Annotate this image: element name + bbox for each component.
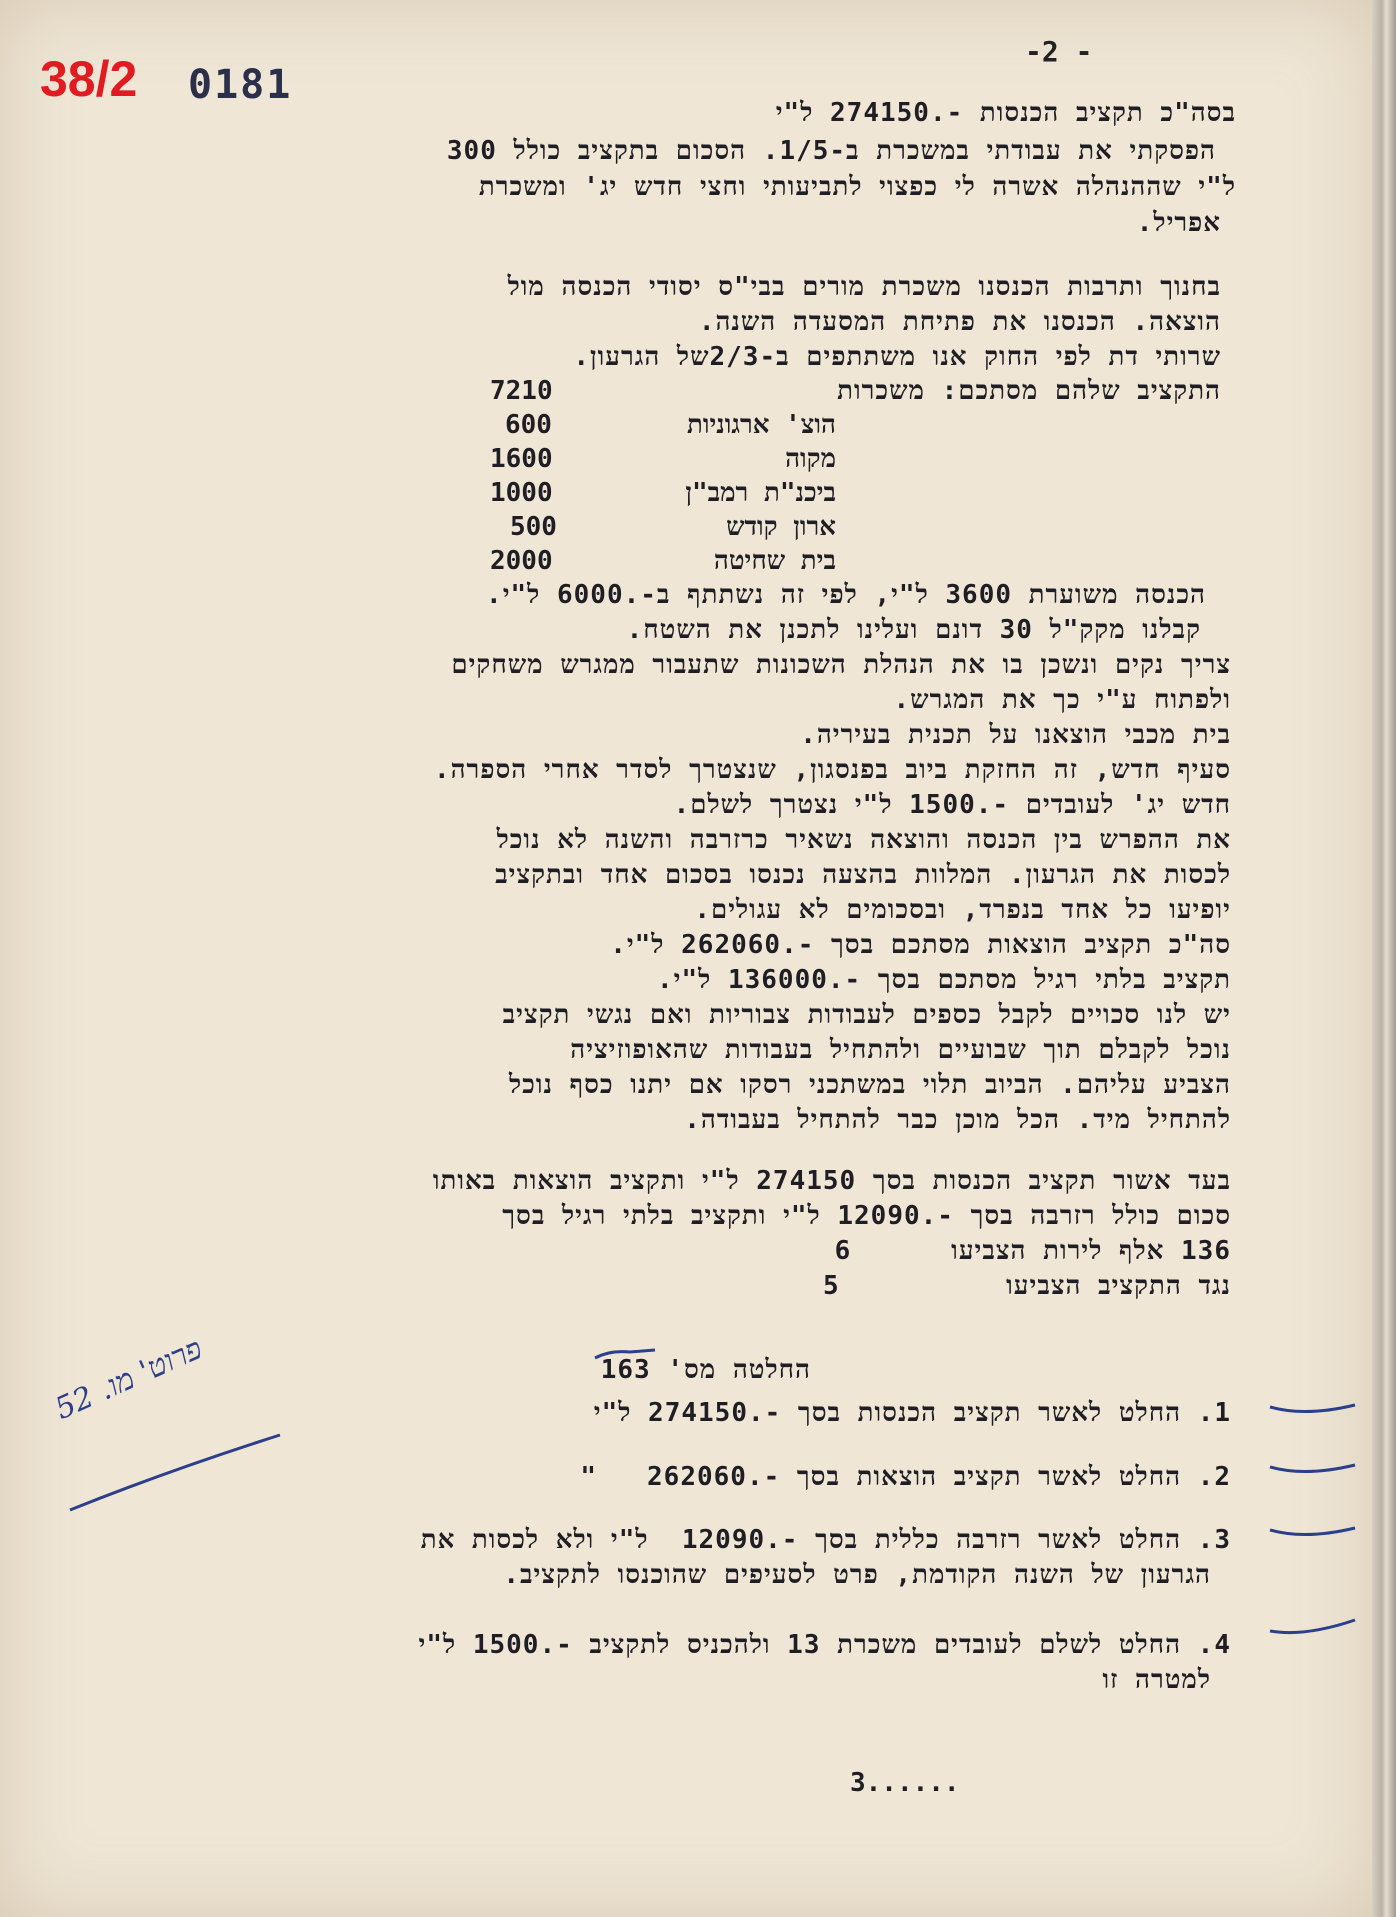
check-mark-icon [1265, 1395, 1360, 1425]
check-mark-icon [1265, 1615, 1360, 1645]
budget-amount: 600 [505, 410, 552, 440]
text-line: הוצאה. הכנסנו את פתיחת המסעדה השנה. [698, 307, 1221, 337]
text-line: צריך נקים ונשכן בו את הנהלת השכונות שתעבור ממגרש משחקים [451, 650, 1231, 680]
vote-line: 136 אלף לירות הצביעו 6 [834, 1236, 1231, 1266]
continuation-marker: 3...... [850, 1768, 960, 1798]
text-line: בית מכבי הוצאנו על תכנית בעיריה. [800, 720, 1231, 750]
stacked-page-edges [1372, 0, 1396, 1917]
resolution-item-continued: למטרה זו [1102, 1665, 1211, 1695]
text-line: להתחיל מיד. הכל מוכן כבר להתחיל בעבודה. [684, 1105, 1231, 1135]
stamp-number: 0181 [188, 62, 293, 108]
vote-line: סכום כולל רזרבה בסך -.12090 ל"י ותקציב בלתי רגיל בסך [502, 1201, 1231, 1231]
text-line: הפסקתי את עבודתי במשכרת ב-1/5. הסכום בתקציב כולל 300 [446, 136, 1216, 166]
resolution-item: 1. החלט לאשר תקציב הכנסות בסך -.274150 ל"י [593, 1398, 1231, 1428]
page-number: -2 - [1025, 35, 1093, 68]
text-line: ולפתוח ע"י כך את המגרש. [893, 685, 1231, 715]
text-line: סעיף חדש, זה החזקת ביוב בפנסגון, שנצטרך לסדר אחרי הספרה. [433, 755, 1231, 785]
text-line: סה"כ תקציב הוצאות מסתכם בסך -.262060 ל"י. [610, 930, 1231, 960]
resolution-item: 3. החלט לאשר רזרבה כללית בסך -.12090 ל"י ולא לכסות את [420, 1525, 1231, 1555]
vote-line: נגד התקציב הצביעו 5 [822, 1271, 1231, 1301]
handwritten-note: פרוט' מו. 52 [50, 1331, 208, 1427]
text-line: בחנוך ותרבות הכנסנו משכרת מורים בבי"ס יסודי הכנסה מול [507, 272, 1221, 302]
text-line: אפריל. [1136, 208, 1221, 238]
text-line: תקציב בלתי רגיל מסתכם בסך -.136000 ל"י. [657, 965, 1231, 995]
text-line: התקציב שלהם מסתכם: משכרות [837, 376, 1221, 406]
resolution-title: החלטה מס' 163 [600, 1355, 811, 1385]
archive-reference: 38/2 [40, 51, 138, 107]
resolution-item-continued: הגרעון של השנה הקודמת, פרט לסעיפים שהוכנסו לתקציב. [503, 1560, 1211, 1590]
budget-label: בית שחיטה [713, 546, 836, 576]
vote-line: בעד אשור תקציב הכנסות בסך 274150 ל"י ותקציב הוצאות באותו [432, 1166, 1231, 1196]
text-line: הצביע עליהם. הביוב תלוי במשתכני רסקו אם יתנו כסף נוכל [509, 1070, 1231, 1100]
text-line: חדש יג' לעובדים -.1500 ל"י נצטרך לשלם. [673, 790, 1231, 820]
budget-label: ארון קודש [726, 512, 836, 542]
budget-amount: 7210 [490, 376, 553, 406]
text-line: את ההפרש בין הכנסה והוצאה נשאיר כרזרבה והשנה לא נוכל [496, 825, 1231, 855]
text-line: יופיעו כל אחד בנפרד, ובסכומים לא עגולים. [694, 895, 1231, 925]
text-line: יש לנו סכויים לקבל כספים לעבודות צבוריות ואם נגשי תקציב [502, 1000, 1231, 1030]
handwritten-underline [60, 1430, 290, 1520]
text-line: נוכל לקבלם תוך שבועיים ולהתחיל בעבודות שהאופוזיציה [570, 1035, 1231, 1065]
budget-label: הוצ' ארגוניות [686, 410, 836, 440]
text-line: קבלנו מקק"ל 30 דונם ועלינו לתכנן את השטח. [626, 615, 1201, 645]
resolution-item: 2. החלט לאשר תקציב הוצאות בסך -.262060 " [580, 1462, 1231, 1492]
text-line: שרותי דת לפי החוק אנו משתתפים ב-2/3של הגרעון. [573, 342, 1221, 372]
budget-amount: 2000 [490, 546, 553, 576]
text-line: בסה"כ תקציב הכנסות -.274150 ל"י [775, 98, 1236, 128]
budget-label: מקוה [785, 444, 836, 474]
budget-amount: 500 [510, 512, 557, 542]
budget-amount: 1000 [490, 478, 553, 508]
check-mark-icon [1265, 1455, 1360, 1485]
resolution-item: 4. החלט לשלם לעובדים משכרת 13 ולהכניס לתקציב -.1500 ל"י [418, 1630, 1231, 1660]
budget-label: ביכנ"ת רמב"ן [685, 478, 836, 508]
text-line: ל"י שההנהלה אשרה לי כפצוי לתביעותי וחצי חדש יג' ומשכרת [478, 172, 1236, 202]
budget-amount: 1600 [490, 444, 553, 474]
check-mark-icon [1265, 1518, 1360, 1548]
text-line: הכנסה משוערת 3600 ל"י, לפי זה נשתתף ב-.6000 ל"י. [486, 580, 1206, 610]
check-mark-icon [590, 1340, 660, 1370]
text-line: לכסות את הגרעון. המלוות בהצעה נכנסו בסכום אחד ובתקציב [495, 860, 1231, 890]
